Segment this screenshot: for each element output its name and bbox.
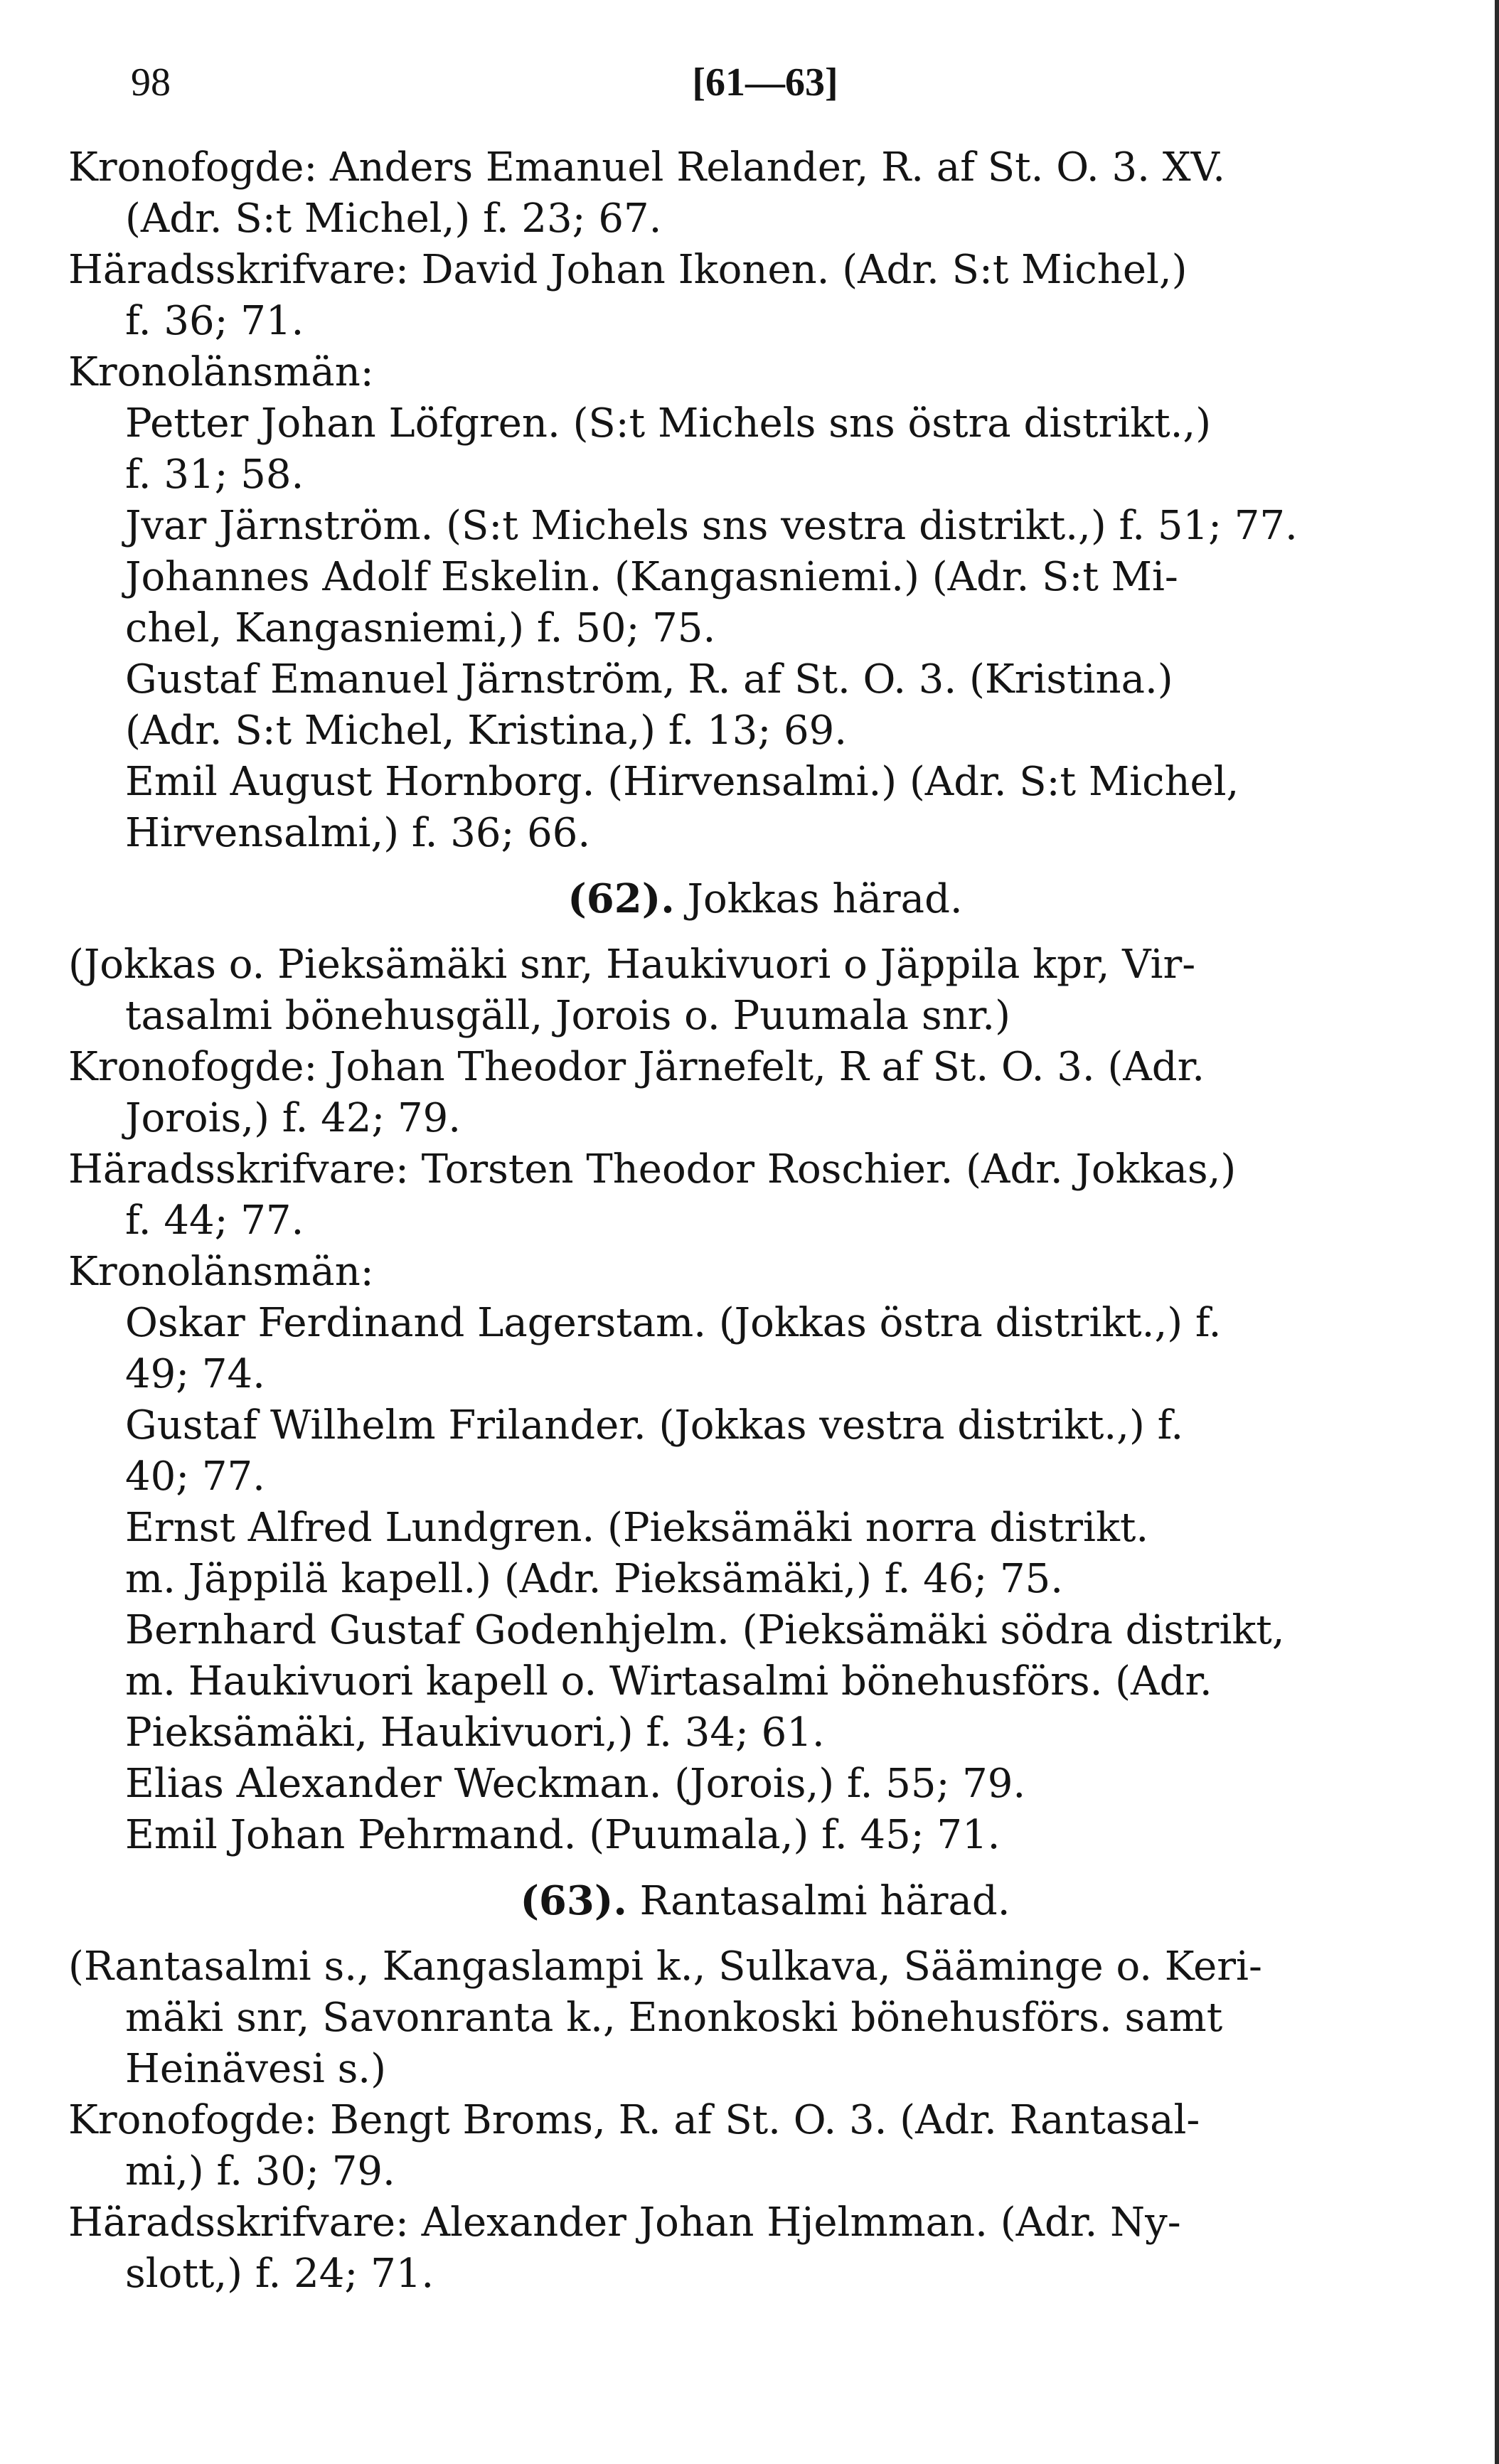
text-line: f. 31; 58. [125,452,304,498]
office-entry [68,1941,1462,2095]
official-entry [68,1810,1462,1861]
document-page [68,57,1462,2300]
section-title: Jokkas härad. [674,876,963,922]
official-entry [68,1605,1462,1759]
text-line: (Jokkas o. Pieksämäki snr, Haukivuori o Jäppila kpr, Vir- [68,942,1196,988]
official-entry [68,398,1462,501]
text-line: Johannes Adolf Eskelin. (Kangasniemi.) (Adr. S:t Mi- [125,554,1178,600]
text-line: slott,) f. 24; 71. [125,2251,434,2297]
section-number: (62). [567,875,675,922]
text-line: Emil Johan Pehrmand. (Puumala,) f. 45; 71. [125,1812,1001,1858]
text-line: Kronofogde: Johan Theodor Järnefelt, R af St. O. 3. (Adr. [68,1044,1205,1090]
text-line: Häradsskrifvare: Alexander Johan Hjelmman. (Adr. Ny- [68,2199,1181,2246]
office-entry [68,2095,1462,2197]
text-line: Oskar Ferdinand Lagerstam. (Jokkas östra distrikt.,) f. [125,1300,1222,1346]
official-entry [68,501,1462,552]
text-line: Hirvensalmi,) f. 36; 66. [125,810,591,856]
text-line: (Rantasalmi s., Kangaslampi k., Sulkava, Sääminge o. Keri- [68,1943,1262,1990]
section-range: [61—63] [692,60,838,105]
official-entry [68,654,1462,757]
text-line: Jorois,) f. 42; 79. [125,1095,462,1141]
text-line: 40; 77. [125,1454,265,1500]
text-line: Petter Johan Löfgren. (S:t Michels sns östra distrikt.,) [125,400,1212,447]
text-line: mäki snr, Savonranta k., Enonkoski bönehusförs. samt [125,1995,1223,2041]
text-line: Gustaf Emanuel Järnström, R. af St. O. 3. (Kristina.) [125,656,1173,703]
office-entry [68,1144,1462,1247]
text-line: (Adr. S:t Michel, Kristina,) f. 13; 69. [125,708,848,754]
text-line: Bernhard Gustaf Godenhjelm. (Pieksämäki södra distrikt, [125,1607,1285,1653]
section-heading [68,873,1462,925]
section-number: (63). [520,1877,627,1924]
section-heading [68,1875,1462,1927]
text-line: Elias Alexander Weckman. (Jorois,) f. 55; 79. [125,1761,1026,1807]
text-line: tasalmi bönehusgäll, Jorois o. Puumala snr.) [125,993,1010,1039]
text-line: Ernst Alfred Lundgren. (Pieksämäki norra distrikt. [125,1505,1149,1551]
office-entry [68,245,1462,347]
text-line: Kronolänsmän: [68,349,374,395]
text-line: m. Haukivuori kapell o. Wirtasalmi bönehusförs. (Adr. [125,1658,1212,1705]
official-entry [68,1503,1462,1605]
text-line: Kronofogde: Anders Emanuel Relander, R. af St. O. 3. XV. [68,144,1226,191]
text-line: chel, Kangasniemi,) f. 50; 75. [125,605,716,651]
text-line: Heinävesi s.) [125,2046,386,2092]
page-number: 98 [131,60,171,105]
office-entry [68,347,1462,398]
office-entry [68,2197,1462,2300]
text-line: Kronolänsmän: [68,1249,374,1295]
text-line: (Adr. S:t Michel,) f. 23; 67. [125,196,662,242]
text-line: f. 36; 71. [125,298,304,344]
official-entry [68,1759,1462,1810]
text-line: Häradsskrifvare: Torsten Theodor Roschier. (Adr. Jokkas,) [68,1146,1237,1193]
text-line: Emil August Hornborg. (Hirvensalmi.) (Adr. S:t Michel, [125,759,1239,805]
text-line: 49; 74. [125,1351,265,1397]
text-line: Pieksämäki, Haukivuori,) f. 34; 61. [125,1710,825,1756]
official-entry [68,1298,1462,1400]
page-header [68,57,1462,142]
page-edge [1495,0,1499,2464]
page-body [68,142,1462,2300]
text-line: f. 44; 77. [125,1198,304,1244]
text-line: Kronofogde: Bengt Broms, R. af St. O. 3. (Adr. Rantasal- [68,2097,1200,2143]
office-entry [68,939,1462,1042]
official-entry [68,552,1462,654]
office-entry [68,1042,1462,1144]
text-line: Gustaf Wilhelm Frilander. (Jokkas vestra distrikt.,) f. [125,1402,1184,1449]
office-entry [68,1247,1462,1298]
text-line: Jvar Järnström. (S:t Michels sns vestra distrikt.,) f. 51; 77. [125,503,1298,549]
text-line: m. Jäppilä kapell.) (Adr. Pieksämäki,) f. 46; 75. [125,1556,1064,1602]
office-entry [68,142,1462,245]
text-line: mi,) f. 30; 79. [125,2148,395,2194]
official-entry [68,1400,1462,1503]
section-title: Rantasalmi härad. [626,1878,1010,1924]
official-entry [68,757,1462,859]
text-line: Häradsskrifvare: David Johan Ikonen. (Adr. S:t Michel,) [68,247,1188,293]
